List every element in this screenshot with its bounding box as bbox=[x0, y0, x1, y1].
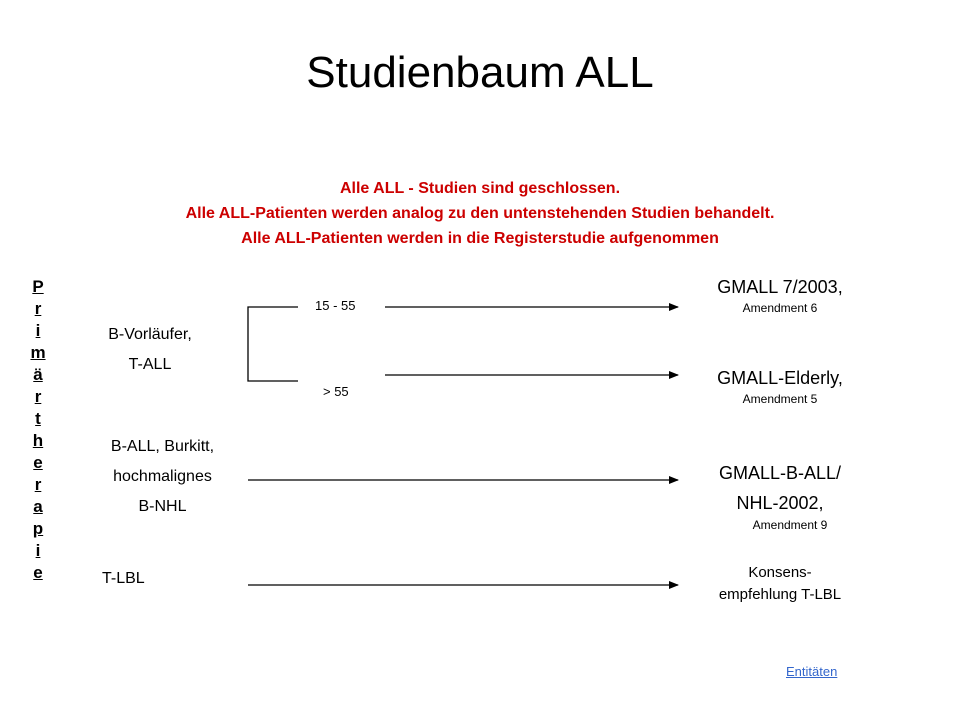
vertical-label-letter: p bbox=[32, 519, 44, 538]
vertical-label-letter: i bbox=[35, 321, 41, 340]
study-gmall-elderly-name: GMALL-Elderly, bbox=[717, 368, 843, 388]
study-gmall-b-all-name-2: NHL-2002, bbox=[736, 493, 824, 513]
entity-b-vorlaeufer-line-1: B-Vorläufer, bbox=[108, 326, 192, 343]
notice-line-2: Alle ALL-Patienten werden analog zu den untenstehenden Studien behandelt. bbox=[185, 205, 775, 222]
vertical-label-letter: e bbox=[33, 453, 43, 472]
vertical-label-letter: r bbox=[34, 387, 42, 406]
age-group-15-55: 15 - 55 bbox=[315, 298, 356, 313]
vertical-label-letter: t bbox=[35, 409, 41, 428]
vertical-label-letter: e bbox=[33, 563, 43, 582]
vertical-label-letter: h bbox=[32, 431, 44, 450]
vertical-label-letter: ä bbox=[33, 365, 43, 384]
page-title: Studienbaum ALL bbox=[306, 48, 654, 97]
vertical-label-letter: r bbox=[34, 299, 42, 318]
notice-line-3: Alle ALL-Patienten werden in die Registerstudie aufgenommen bbox=[241, 230, 719, 247]
vertical-label-letter: P bbox=[32, 277, 44, 296]
notice-line-1: Alle ALL - Studien sind geschlossen. bbox=[339, 180, 621, 197]
vertical-label-letter: i bbox=[35, 541, 41, 560]
vertical-label-letter: r bbox=[34, 475, 42, 494]
branch-connector bbox=[248, 307, 298, 381]
entity-b-all-line-1: B-ALL, Burkitt, bbox=[110, 438, 215, 455]
study-gmall-elderly-amendment: Amendment 5 bbox=[742, 392, 818, 406]
study-gmall-b-all-name-1: GMALL-B-ALL/ bbox=[718, 463, 842, 483]
entitaeten-link[interactable]: Entitäten bbox=[786, 664, 838, 679]
entity-t-lbl: T-LBL bbox=[102, 570, 145, 587]
study-gmall-7-amendment: Amendment 6 bbox=[742, 301, 818, 315]
study-gmall-7-name: GMALL 7/2003, bbox=[717, 277, 843, 297]
entity-b-vorlaeufer-line-2: T-ALL bbox=[128, 356, 172, 373]
study-konsens-line-2: empfehlung T-LBL bbox=[718, 586, 842, 603]
age-group-over-55: > 55 bbox=[323, 384, 349, 399]
entity-b-all-line-2: hochmalignes bbox=[113, 468, 212, 485]
entity-b-all-line-3: B-NHL bbox=[138, 498, 187, 515]
study-konsens-line-1: Konsens- bbox=[748, 564, 812, 581]
vertical-label-letter: m bbox=[30, 343, 46, 362]
study-gmall-b-all-amendment: Amendment 9 bbox=[752, 518, 828, 532]
vertical-label-letter: a bbox=[33, 497, 43, 516]
